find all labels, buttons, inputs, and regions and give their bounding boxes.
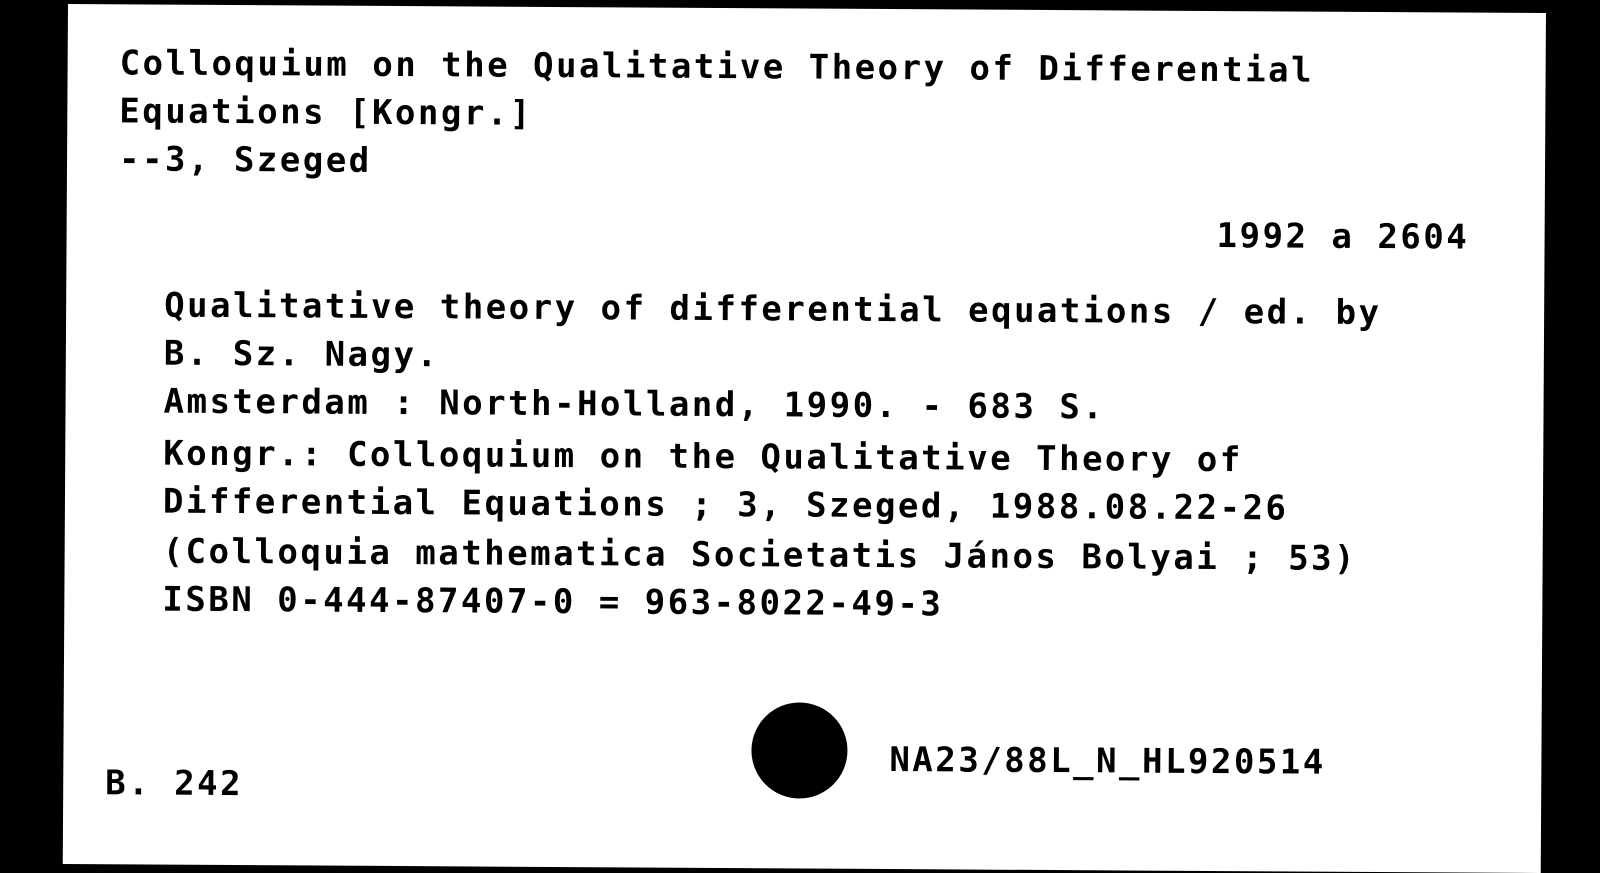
congress-line-1: Kongr.: Colloquium on the Qualitative Theory of [163, 433, 1243, 481]
call-number: 1992 a 2604 [1216, 216, 1470, 258]
title-line-2: B. Sz. Nagy. [163, 333, 440, 376]
punch-hole [751, 702, 848, 799]
congress-line-2: Differential Equations ; 3, Szeged, 1988.08.22-26 [162, 481, 1289, 529]
series-statement: (Colloquia mathematica Societatis János Bolyai ; 53) [162, 531, 1358, 579]
heading-line-3: --3, Szeged [118, 139, 372, 181]
heading-line-2: Equations [Kongr.] [119, 91, 533, 134]
imprint: Amsterdam : North-Holland, 1990. - 683 S. [163, 381, 1106, 428]
shelf-mark: B. 242 [105, 763, 244, 805]
record-id: NA23/88L_N_HL920514 [889, 740, 1326, 783]
title-line-1: Qualitative theory of differential equations / ed. by [164, 285, 1382, 334]
heading-line-1: Colloquium on the Qualitative Theory of Differential [119, 43, 1315, 91]
catalog-card [63, 4, 1546, 873]
isbn: ISBN 0-444-87407-0 = 963-8022-49-3 [162, 579, 944, 625]
